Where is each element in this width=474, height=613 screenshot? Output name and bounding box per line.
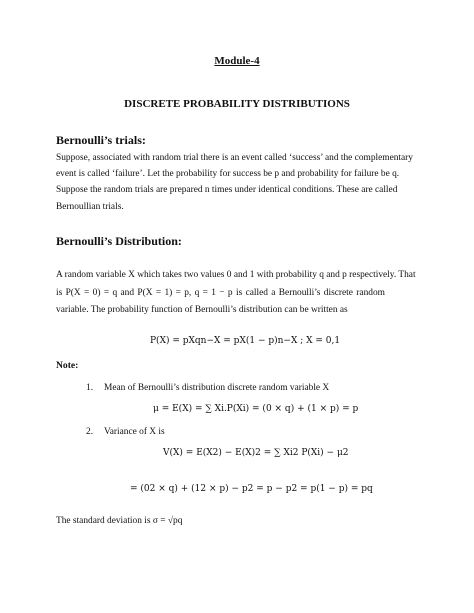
section-heading-trials: Bernoulli’s trials: bbox=[56, 133, 146, 147]
mean-description: Mean of Bernoulli’s distribution discrete random variable X bbox=[104, 383, 330, 393]
variance-equation: V(X) = E(X2) − E(X)2 = ∑ Xi2 P(Xi) − μ2 bbox=[163, 448, 349, 458]
mean-equation: μ = E(X) = ∑ Xi.P(Xi) = (0 × q) + (1 × p) = p bbox=[153, 404, 359, 414]
distribution-line-3: variable. The probability function of Bernoulli’s distribution can be written as bbox=[56, 305, 348, 315]
trials-line-3: Suppose the random trials are prepared n times under identical conditions. These are called bbox=[56, 185, 398, 195]
module-title: Module-4 bbox=[214, 55, 260, 67]
variance-description: Variance of X is bbox=[104, 427, 165, 437]
trials-line-4: Bernoullian trials. bbox=[56, 202, 124, 212]
trials-line-2: event is called ‘failure’. Let the probability for success be p and probability for failure be q. bbox=[56, 169, 400, 179]
list-item-number-1: 1. bbox=[86, 383, 94, 393]
distribution-line-2: is P(X = 0) = q and P(X = 1) = p, q = 1 − p is called a Bernoulli’s discrete random bbox=[56, 288, 385, 298]
pmf-equation: P(X) = pXqn−X = pX(1 − p)n−X ; X = 0,1 bbox=[150, 336, 341, 346]
distribution-line-1: A random variable X which takes two values 0 and 1 with probability q and p respectively. That bbox=[56, 270, 416, 280]
std-dev-line: The standard deviation is σ = √pq bbox=[56, 516, 183, 526]
page-title: DISCRETE PROBABILITY DISTRIBUTIONS bbox=[124, 98, 350, 110]
list-item-number-2: 2. bbox=[86, 427, 94, 437]
note-label: Note: bbox=[56, 360, 79, 371]
section-heading-distribution: Bernoulli’s Distribution: bbox=[56, 234, 182, 248]
trials-line-1: Suppose, associated with random trial there is an event called ‘success’ and the complementary bbox=[56, 153, 413, 163]
variance-expansion: = (02 × q) + (12 × p) − p2 = p − p2 = p(1 − p) = pq bbox=[130, 484, 373, 494]
